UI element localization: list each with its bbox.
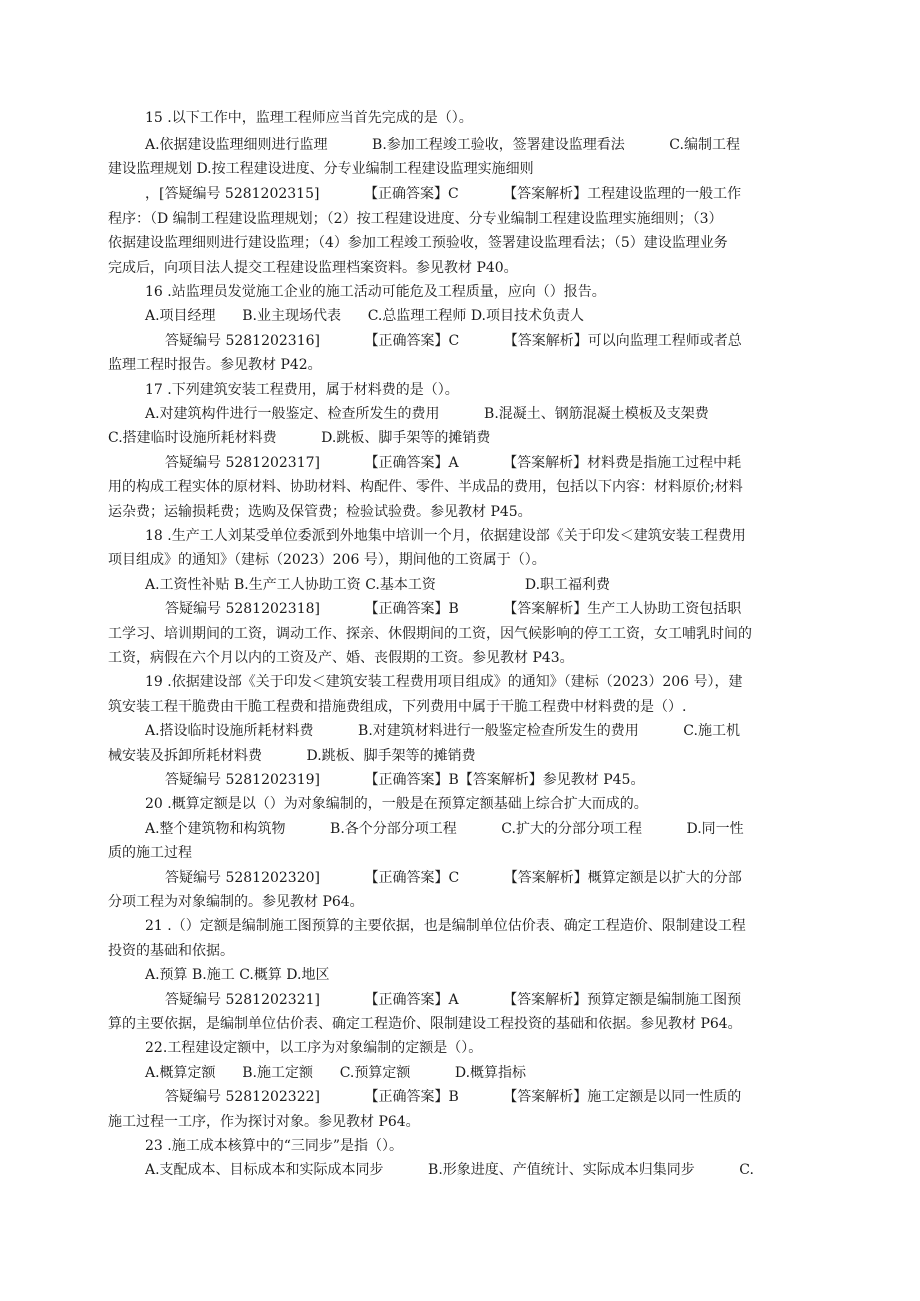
question-19-stem-line-2: 筑安装工程干脆费由干脆工程费和措施费组成，下列费用中属于干脆工程费中材料费的是（）. bbox=[108, 699, 687, 715]
question-19-stem-line-1: 19 .依据建设部《关于印发＜建筑安装工程费用项目组成》的通知》（建标（2023）206 号），建 bbox=[145, 674, 743, 690]
question-21-explanation: 算的主要依据，是编制单位估价表、确定工程造价、限制建设工程投资的基础和依据。参见教材 P64。 bbox=[108, 1016, 742, 1032]
question-23-options: A.支配成本、目标成本和实际成本同步 B.形象进度、产值统计、实际成本归集同步 C. bbox=[145, 1162, 754, 1178]
question-15-explanation-line-2: 依据建设监理细则进行建设监理；（4）参加工程竣工预验收，签署建设监理看法；（5）建设监理业务 bbox=[108, 235, 728, 251]
question-17-options-line-2: C.搭建临时设施所耗材料费 D.跳板、脚手架等的摊销费 bbox=[108, 430, 491, 446]
question-22-answer: 答疑编号 5281202322] 【正确答案】B 【答案解析】施工定额是以同一性质的 bbox=[165, 1089, 742, 1105]
question-18-stem-line-1: 18 .生产工人刘某受单位委派到外地集中培训一个月，依据建设部《关于印发＜建筑安装工程费用 bbox=[145, 528, 746, 544]
question-21-stem-line-1: 21 .（）定额是编制施工图预算的主要依据，也是编制单位估价表、确定工程造价、限制建设工程 bbox=[145, 918, 746, 934]
question-20-options-line-2: 质的施工过程 bbox=[108, 845, 192, 861]
question-18-explanation-line-1: 工学习、培训期间的工资，调动工作、探亲、休假期间的工资，因气候影响的停工工资，女工哺乳时间的 bbox=[108, 626, 752, 642]
question-18-stem-line-2: 项目组成》的通知》（建标（2023）206 号），期间他的工资属于（）。 bbox=[108, 552, 546, 568]
question-15-stem: 15 .以下工作中，监理工程师应当首先完成的是（）。 bbox=[145, 110, 473, 126]
question-20-options-line-1: A.整个建筑物和构筑物 B.各个分部分项工程 C.扩大的分部分项工程 D.同一性 bbox=[145, 821, 744, 837]
question-15-options-line-1: A.依据建设监理细则进行监理 B.参加工程竣工验收，签署建设监理看法 C.编制工程 bbox=[145, 137, 740, 153]
question-16-answer: 答疑编号 5281202316] 【正确答案】C 【答案解析】可以向监理工程师或者总 bbox=[165, 333, 742, 349]
question-15-explanation-line-3: 完成后，向项目法人提交工程建设监理档案资料。参见教材 P40。 bbox=[108, 260, 518, 276]
question-22-stem: 22.工程建设定额中，以工序为对象编制的定额是（）。 bbox=[145, 1040, 483, 1056]
question-21-answer: 答疑编号 5281202321] 【正确答案】A 【答案解析】预算定额是编制施工图预 bbox=[165, 992, 742, 1008]
question-15-explanation-line-1: 程序：（D 编制工程建设监理规划；（2）按工程建设进度、分专业编制工程建设监理实施细则；（3） bbox=[108, 211, 723, 227]
question-17-explanation-line-2: 运杂费；运输损耗费；选购及保管费；检验试验费。参见教材 P45。 bbox=[108, 504, 532, 520]
question-19-answer: 答疑编号 5281202319] 【正确答案】B【答案解析】参见教材 P45。 bbox=[165, 772, 645, 788]
question-20-explanation: 分项工程为对象编制的。参见教材 P64。 bbox=[108, 894, 364, 910]
question-20-answer: 答疑编号 5281202320] 【正确答案】C 【答案解析】概算定额是以扩大的分部 bbox=[165, 870, 742, 886]
question-19-options-line-1: A.搭设临时设施所耗材料费 B.对建筑材料进行一般鉴定检查所发生的费用 C.施工机 bbox=[145, 723, 740, 739]
question-18-options: A.工资性补贴 B.生产工人协助工资 C.基本工资 D.职工福利费 bbox=[145, 577, 611, 593]
question-22-options: A.概算定额 B.施工定额 C.预算定额 D.概算指标 bbox=[145, 1065, 527, 1081]
question-15-answer: ，[答疑编号 5281202315] 【正确答案】C 【答案解析】工程建设监理的一般工作 bbox=[145, 186, 742, 202]
question-23-stem: 23 .施工成本核算中的“三同步”是指（）。 bbox=[145, 1138, 404, 1154]
question-20-stem: 20 .概算定额是以（）为对象编制的，一般是在预算定额基础上综合扩大而成的。 bbox=[145, 796, 648, 812]
question-16-stem: 16 .站监理员发觉施工企业的施工活动可能危及工程质量，应向（）报告。 bbox=[145, 284, 606, 300]
question-16-options: A.项目经理 B.业主现场代表 C.总监理工程师 D.项目技术负责人 bbox=[145, 308, 584, 324]
question-17-stem: 17 .下列建筑安装工程费用，属于材料费的是（）。 bbox=[145, 382, 459, 398]
question-17-answer: 答疑编号 5281202317] 【正确答案】A 【答案解析】材料费是指施工过程中耗 bbox=[165, 455, 742, 471]
question-15-options-line-2: 建设监理规划 D.按工程建设进度、分专业编制工程建设监理实施细则 bbox=[108, 161, 534, 177]
question-16-explanation: 监理工程时报告。参见教材 P42。 bbox=[108, 357, 322, 373]
question-21-options: A.预算 B.施工 C.概算 D.地区 bbox=[145, 967, 330, 983]
question-17-explanation-line-1: 用的构成工程实体的原材料、协助材料、构配件、零件、半成品的费用，包括以下内容：材料原价;材料 bbox=[108, 479, 743, 495]
question-18-answer: 答疑编号 5281202318] 【正确答案】B 【答案解析】生产工人协助工资包括职 bbox=[165, 601, 742, 617]
question-19-options-line-2: 械安装及拆卸所耗材料费 D.跳板、脚手架等的摊销费 bbox=[108, 748, 476, 764]
question-21-stem-line-2: 投资的基础和依据。 bbox=[108, 943, 234, 959]
question-18-explanation-line-2: 工资，病假在六个月以内的工资及产、婚、丧假期的工资。参见教材 P43。 bbox=[108, 650, 574, 666]
question-22-explanation: 施工过程一工序，作为探讨对象。参见教材 P64。 bbox=[108, 1114, 420, 1130]
question-17-options-line-1: A.对建筑构件进行一般鉴定、检查所发生的费用 B.混凝土、钢筋混凝土模板及支架费 bbox=[145, 406, 709, 422]
